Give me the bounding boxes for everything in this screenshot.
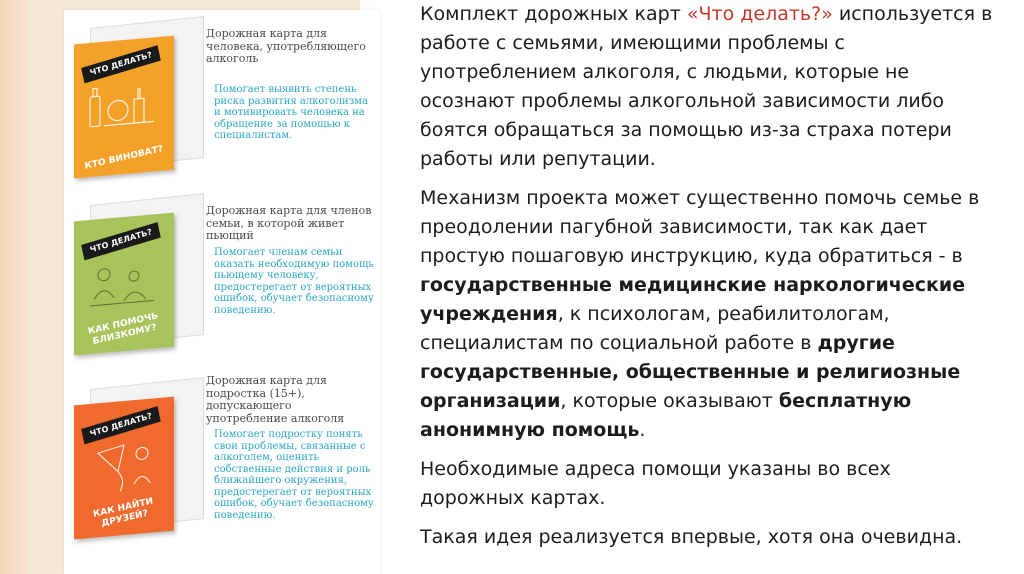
text-run: , к психологам, реабилитологам, специалистам по социальной работе в <box>420 303 890 354</box>
left-decorative-strip <box>0 0 28 574</box>
booklet-tag: ЧТО ДЕЛАТЬ? <box>81 406 161 444</box>
text-run: , которые оказывают <box>560 390 779 412</box>
bold-text: государственные медицинские наркологические учреждения <box>420 274 966 325</box>
bottles-illustration-icon <box>84 77 160 136</box>
text-run: . <box>639 419 646 441</box>
kite-illustration-icon <box>84 438 160 497</box>
booklet-bottom-title: КТО ВИНОВАТ? <box>84 144 164 172</box>
card-title: Дорожная карта для подростка (15+), допускающего употребление алкоголя <box>206 374 345 425</box>
card-description: Помогает выявить степень риска развития алкоголизма и мотивировать человека на обращение за помощью к специалистам. <box>214 84 368 141</box>
booklet-cover <box>74 397 174 540</box>
booklet-tag: ЧТО ДЕЛАТЬ? <box>81 222 161 260</box>
paragraph-mechanism <box>420 184 1000 445</box>
quoted-title: «Что делать?» <box>686 3 833 25</box>
paragraph-addresses: Необходимые адреса помощи указаны во всех дорожных картах. <box>420 458 891 509</box>
family-illustration-icon <box>84 254 160 313</box>
card-description: Помогает подростку понять свои проблемы, связанные с алкоголем, оценить собственные действия и роль ближайшего окружения, предостерегает от вероятных ошибок, обучает безопасному поведению. <box>214 429 374 521</box>
card-title: Дорожная карта для человека, употребляющего алкоголь <box>206 27 366 65</box>
road-map-card <box>64 195 380 375</box>
road-map-card <box>64 10 380 195</box>
bold-text: другие государственные, общественные и религиозные организации <box>420 332 961 412</box>
text-run: используется в работе с семьями, имеющими проблемы с употреблением алкоголя, с людьми, которые не осознают проблемы алкогольной зависимости либо боятся обращаться за помощью из-за страха потери работы или репутации. <box>420 3 993 170</box>
card-description: Помогает членам семьи оказать необходимую помощь пьющему человеку, предостерегает от вероятных ошибок, обучает безопасному поведению. <box>214 247 374 316</box>
paragraph-idea: Такая идея реализуется впервые, хотя она очевидна. <box>420 526 963 548</box>
paragraph-intro <box>420 0 1000 174</box>
road-maps-image <box>64 10 380 574</box>
text-run: Комплект дорожных карт <box>420 3 687 25</box>
booklet-bottom-title: КАК ПОМОЧЬ БЛИЗКОМУ? <box>87 311 159 348</box>
booklet-cover <box>74 36 174 179</box>
text-run: Механизм проекта может существенно помочь семье в преодолении пагубной зависимости, так как дает простую пошаговую инструкцию, куда обратиться - в <box>420 187 980 267</box>
road-maps-panel <box>28 0 374 574</box>
booklet-bottom-title: КАК НАЙТИ ДРУЗЕЙ? <box>92 496 154 530</box>
bold-text: бесплатную анонимную помощь <box>420 390 912 441</box>
card-title: Дорожная карта для членов семьи, в которой живет пьющий <box>206 204 372 242</box>
main-text-block <box>420 0 1000 562</box>
road-map-card <box>64 375 380 574</box>
booklet-cover <box>74 213 174 356</box>
booklet-tag: ЧТО ДЕЛАТЬ? <box>81 45 161 83</box>
